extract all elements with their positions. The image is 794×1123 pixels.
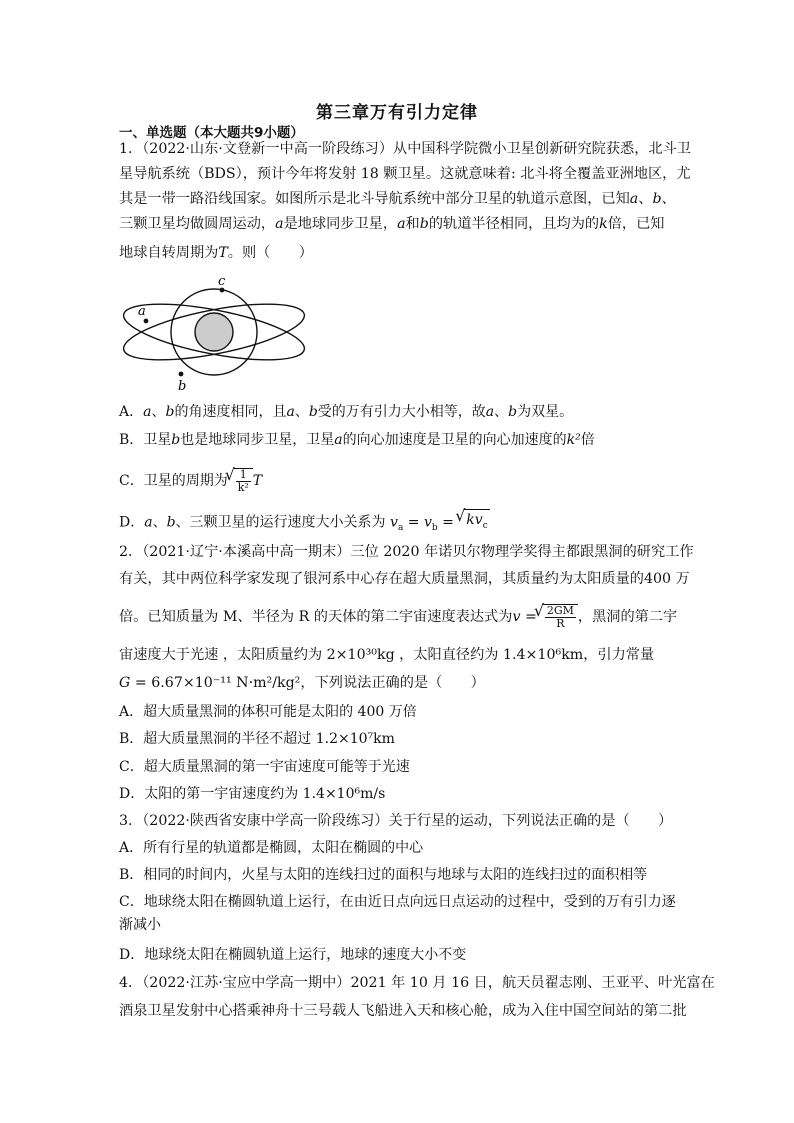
q2-line-4: 宙速度大于光速 ，太阳质量约为 2×10³⁰kg ，太阳直径约为 1.4×10⁶km，引力常量 xyxy=(119,647,655,663)
q3-option-d[interactable]: D．地球绕太阳在椭圆轨道上运行，地球的速度大小不变 xyxy=(119,947,467,963)
label-b: b xyxy=(178,379,187,394)
q3-option-c[interactable]: C．地球绕太阳在椭圆轨道上运行，在由近日点向远日点运动的过程中，受到的万有引力逐 xyxy=(119,894,676,910)
q1-option-a[interactable]: A．a、b的角速度相同，且a、b受的万有引力大小相等，故a、b为双星。 xyxy=(119,404,574,420)
q1-line-3: 其是一带一路沿线国家。如图所示是北斗导航系统中部分卫星的轨道示意图，已知a、b、 xyxy=(119,191,676,207)
q3-option-b[interactable]: B．相同的时间内，火星与太阳的连线扫过的面积与地球与太阳的连线扫过的面积相等 xyxy=(119,867,648,883)
q4-line-2: 酒泉卫星发射中心搭乘神舟十三号载人飞船进入天和核心舱，成为入住中国空间站的第二批 xyxy=(119,1003,687,1019)
q2-line-3: 倍。已知质量为 M、半径为 R 的天体的第二宇宙速度表达式为v = √ $\frac{2GM}{R}$ ，黑洞的第二宇 xyxy=(119,604,679,630)
satellite-b xyxy=(179,372,184,377)
q2-line-2: 有关，其中两位科学家发现了银河系中心存在超大质量黑洞，其质量约为太阳质量的400 万 xyxy=(119,571,690,587)
page-title: 第三章万有引力定律 xyxy=(316,103,478,123)
q1-line-4: 三颗卫星均做圆周运动，a是地球同步卫星，a和b的轨道半径相同，且均为的k倍，已知 xyxy=(119,216,665,232)
q2-line-5: G = 6.67×10⁻¹¹ N·m²/kg²，下列说法正确的是（ ） xyxy=(119,675,485,691)
satellite-a xyxy=(144,319,149,324)
orbit-diagram xyxy=(119,272,319,394)
q1-line-5: 地球自转周期为T。则（ ） xyxy=(119,245,313,261)
q3-line-1: 3．（2022·陕西省安康中学高一阶段练习）关于行星的运动，下列说法正确的是（ ） xyxy=(119,813,673,829)
q2-option-d[interactable]: D．太阳的第一宇宙速度约为 1.4×10⁶m/s xyxy=(119,786,386,802)
q1-option-c[interactable]: C．卫星的周期为 √ $\frac{1}{\text{k²}}$ T xyxy=(119,468,262,494)
earth xyxy=(195,313,233,351)
label-a: a xyxy=(138,304,146,319)
q3-option-a[interactable]: A．所有行星的轨道都是椭圆，太阳在椭圆的中心 xyxy=(119,840,424,856)
q1-option-d[interactable]: D．a、b、三颗卫星的运行速度大小关系为 $v_a = v_b$ = √ $kv_c$ xyxy=(119,509,490,538)
q3-option-c-cont: 渐减小 xyxy=(119,917,161,933)
q1-line-2: 星导航系统（BDS），预计今年将发射 18 颗卫星。这就意味着: 北斗将全覆盖亚洲地区，尤 xyxy=(119,166,691,182)
q1-option-b[interactable]: B．卫星b也是地球同步卫星，卫星a的向心加速度是卫星的向心加速度的k²倍 xyxy=(119,432,595,448)
q2-line-1: 2．（2021·辽宁·本溪高中高一期末）三位 2020 年诺贝尔物理学奖得主都跟黑洞的研究工作 xyxy=(119,544,694,560)
q2-option-a[interactable]: A．超大质量黑洞的体积可能是太阳的 400 万倍 xyxy=(119,704,417,720)
q2-option-b[interactable]: B．超大质量黑洞的半径不超过 1.2×10⁷km xyxy=(119,731,395,747)
section-heading: 一、单选题（本大题共9小题） xyxy=(119,125,304,141)
q1-line-1: 1．（2022·山东·文登新一中高一阶段练习）从中国科学院微小卫星创新研究院获悉，北斗卫 xyxy=(119,141,691,157)
label-c: c xyxy=(218,274,226,289)
q4-line-1: 4．（2022·江苏·宝应中学高一期中）2021 年 10 月 16 日，航天员翟志刚、王亚平、叶光富在 xyxy=(119,975,715,991)
q2-option-c[interactable]: C．超大质量黑洞的第一宇宙速度可能等于光速 xyxy=(119,759,410,775)
